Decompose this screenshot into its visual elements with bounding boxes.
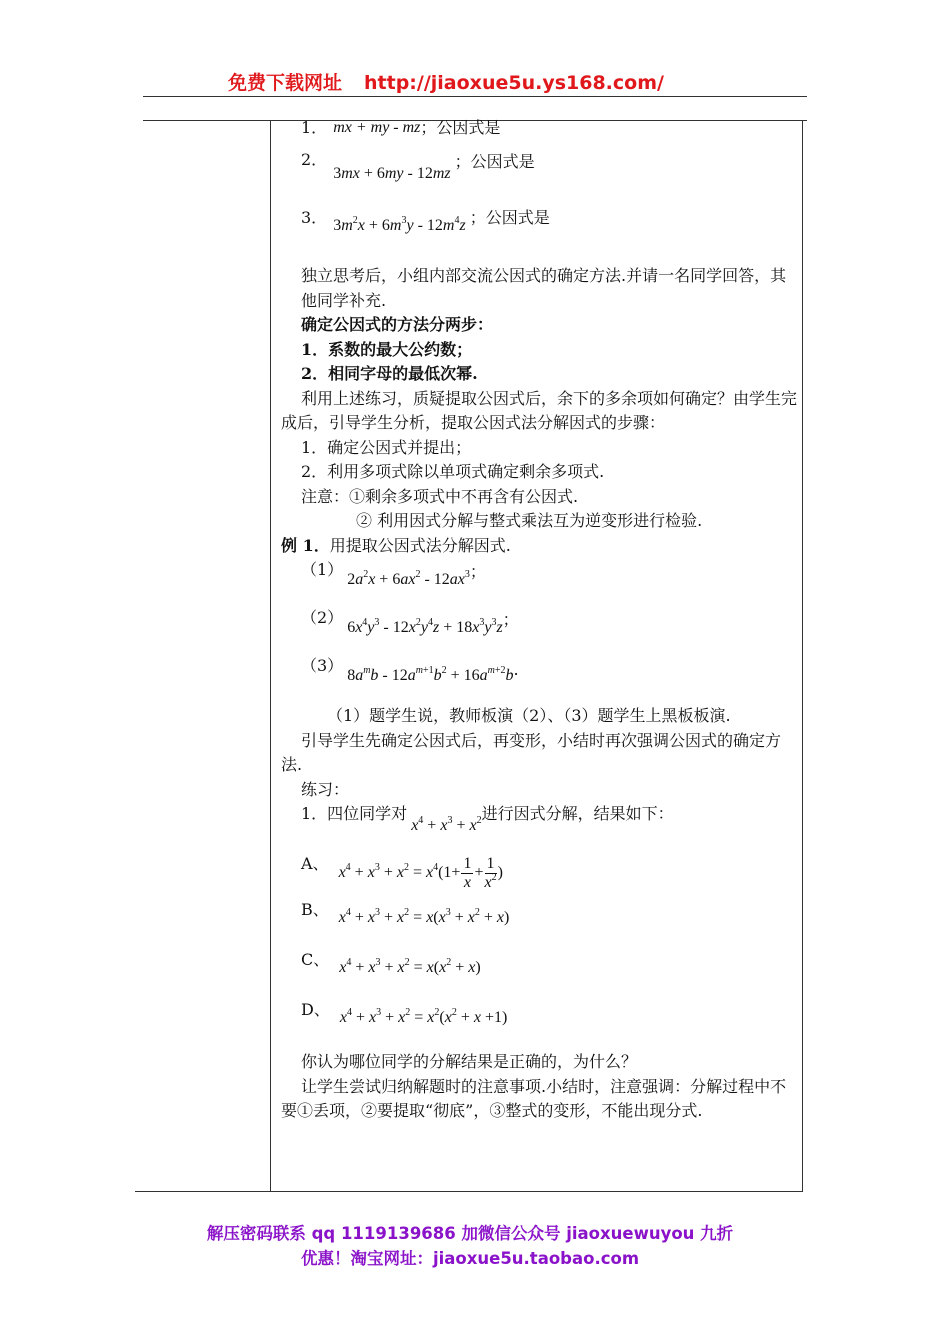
formula: $6x^4y^3 - 12x^2y^4z + 18x^3y^3z$ (347, 617, 503, 636)
footer-line-2[interactable]: 优惠！淘宝网址：jiaoxue5u.taobao.com (300, 1249, 640, 1268)
step-1: 1．确定公因式并提出； (301, 437, 472, 457)
note-2: ② 利用因式分解与整式乘法互为逆变形进行检验. (356, 511, 703, 530)
formula: $8a^mb - 12a^{m+1}b^2 + 16a^{m+2}b$ (347, 665, 514, 684)
practice-question (281, 802, 801, 848)
footer (150, 1221, 790, 1271)
option-b-label: B、 (301, 900, 329, 919)
formula: $2a^2x + 6ax^2 - 12ax^3$ (347, 569, 470, 588)
exercise-3 (281, 206, 801, 258)
note-1: 注意：①剩余多项式中不再含有公因式. (301, 486, 579, 506)
step-2: 2．利用多项式除以单项式确定剩余多项式. (301, 462, 605, 481)
header (228, 68, 664, 95)
practice-label: 练习： (301, 779, 350, 799)
exercise-2-suffix: ；公因式是 (454, 152, 535, 171)
option-c (281, 948, 801, 998)
formula: 3mx + 6my - 12mz (333, 165, 451, 182)
header-url[interactable]: http://jiaoxue5u.ys168.com/ (364, 72, 664, 94)
example-item-1-num: （1） (301, 560, 344, 579)
example-text: 用提取公因式法分解因式. (329, 535, 511, 555)
p-think: 独立思考后，小组内部交流公因式的确定方法.并请一名同学回答，其他同学补充. (301, 266, 787, 310)
formula: $x^4 + x^3 + x^2 = x(x^2 + x)$ (339, 957, 481, 976)
header-label: 免费下载网址 (228, 72, 343, 94)
formula: mx + my - mz (333, 119, 421, 136)
p-board: （1）题学生说，教师板演（2）、（3）题学生上黑板板演. (327, 706, 731, 725)
p-steps: 利用上述练习，质疑提取公因式后，余下的多余项如何确定？由学生完成后，引导学生分析，提取公因式法分解因式的步骤： (281, 388, 798, 432)
option-a (281, 848, 801, 898)
p-guide: 引导学生先确定公因式后，再变形，小结时再次强调公因式的确定方法. (281, 730, 782, 774)
formula: $x^4 + x^3 + x^2 = x(x^3 + x^2 + x)$ (338, 907, 510, 926)
formula: $x^4 + x^3 + x^2 = x^2(x^2 + x +1)$ (339, 1007, 508, 1026)
example-item-3-num: （3） (301, 656, 344, 675)
exercise-1-num: 1． (301, 118, 328, 137)
option-d-label: D、 (301, 1000, 330, 1019)
practice-q-post: 进行因式分解，结果如下： (481, 804, 674, 823)
formula: $x^4 + x^3 + x^2$ (411, 815, 482, 834)
formula: $3m^2x + 6m^3y - 12m^4z$ (333, 215, 466, 234)
table-column-divider (270, 120, 271, 1191)
p-summary: 让学生尝试归纳解题时的注意事项.小结时，注意强调：分解过程中不要①丢项，②要提取“彻底”，③整式的变形，不能出现分式. (281, 1076, 787, 1120)
footer-line-1: 解压密码联系 qq 1119139686 加微信公众号 jiaoxuewuyou 九折 (206, 1224, 734, 1243)
table-bottom-border (135, 1191, 803, 1192)
header-rule (143, 96, 807, 97)
example-item-3-suffix: . (513, 660, 519, 679)
exercise-3-num: 3． (301, 208, 328, 227)
example-item-2 (281, 606, 801, 654)
method-title: 确定公因式的方法分两步： (301, 315, 494, 334)
example-item-2-suffix: ； (502, 610, 519, 629)
option-d (281, 998, 801, 1048)
exercise-1-suffix: ；公因式是 (420, 118, 501, 137)
option-c-label: C、 (301, 950, 330, 969)
exercise-2-num: 2． (301, 150, 328, 169)
example-item-1-suffix: ； (469, 562, 486, 581)
method-1: 1．系数的最大公约数； (301, 339, 473, 359)
exercise-2 (281, 148, 801, 200)
example-item-2-num: （2） (301, 608, 344, 627)
example-1 (281, 534, 801, 559)
method-2: 2．相同字母的最低次幂. (301, 364, 478, 383)
example-label: 例 1． (281, 535, 330, 555)
table-right-border (802, 120, 803, 1191)
practice-q-pre: 1．四位同学对 (301, 804, 408, 823)
example-item-3 (281, 654, 801, 702)
exercise-3-suffix: ；公因式是 (469, 208, 550, 227)
option-a-label: A、 (301, 854, 329, 873)
option-b (281, 898, 801, 948)
lesson-content (281, 116, 801, 1124)
example-item-1 (281, 558, 801, 606)
exercise-1 (281, 116, 801, 142)
formula: $x^4 + x^3 + x^2 = x^4(1+$ $\frac{1}{x}$ + $\frac{1}{x^2}$ ) (338, 854, 503, 891)
p-question: 你认为哪位同学的分解结果是正确的，为什么？ (301, 1052, 638, 1071)
